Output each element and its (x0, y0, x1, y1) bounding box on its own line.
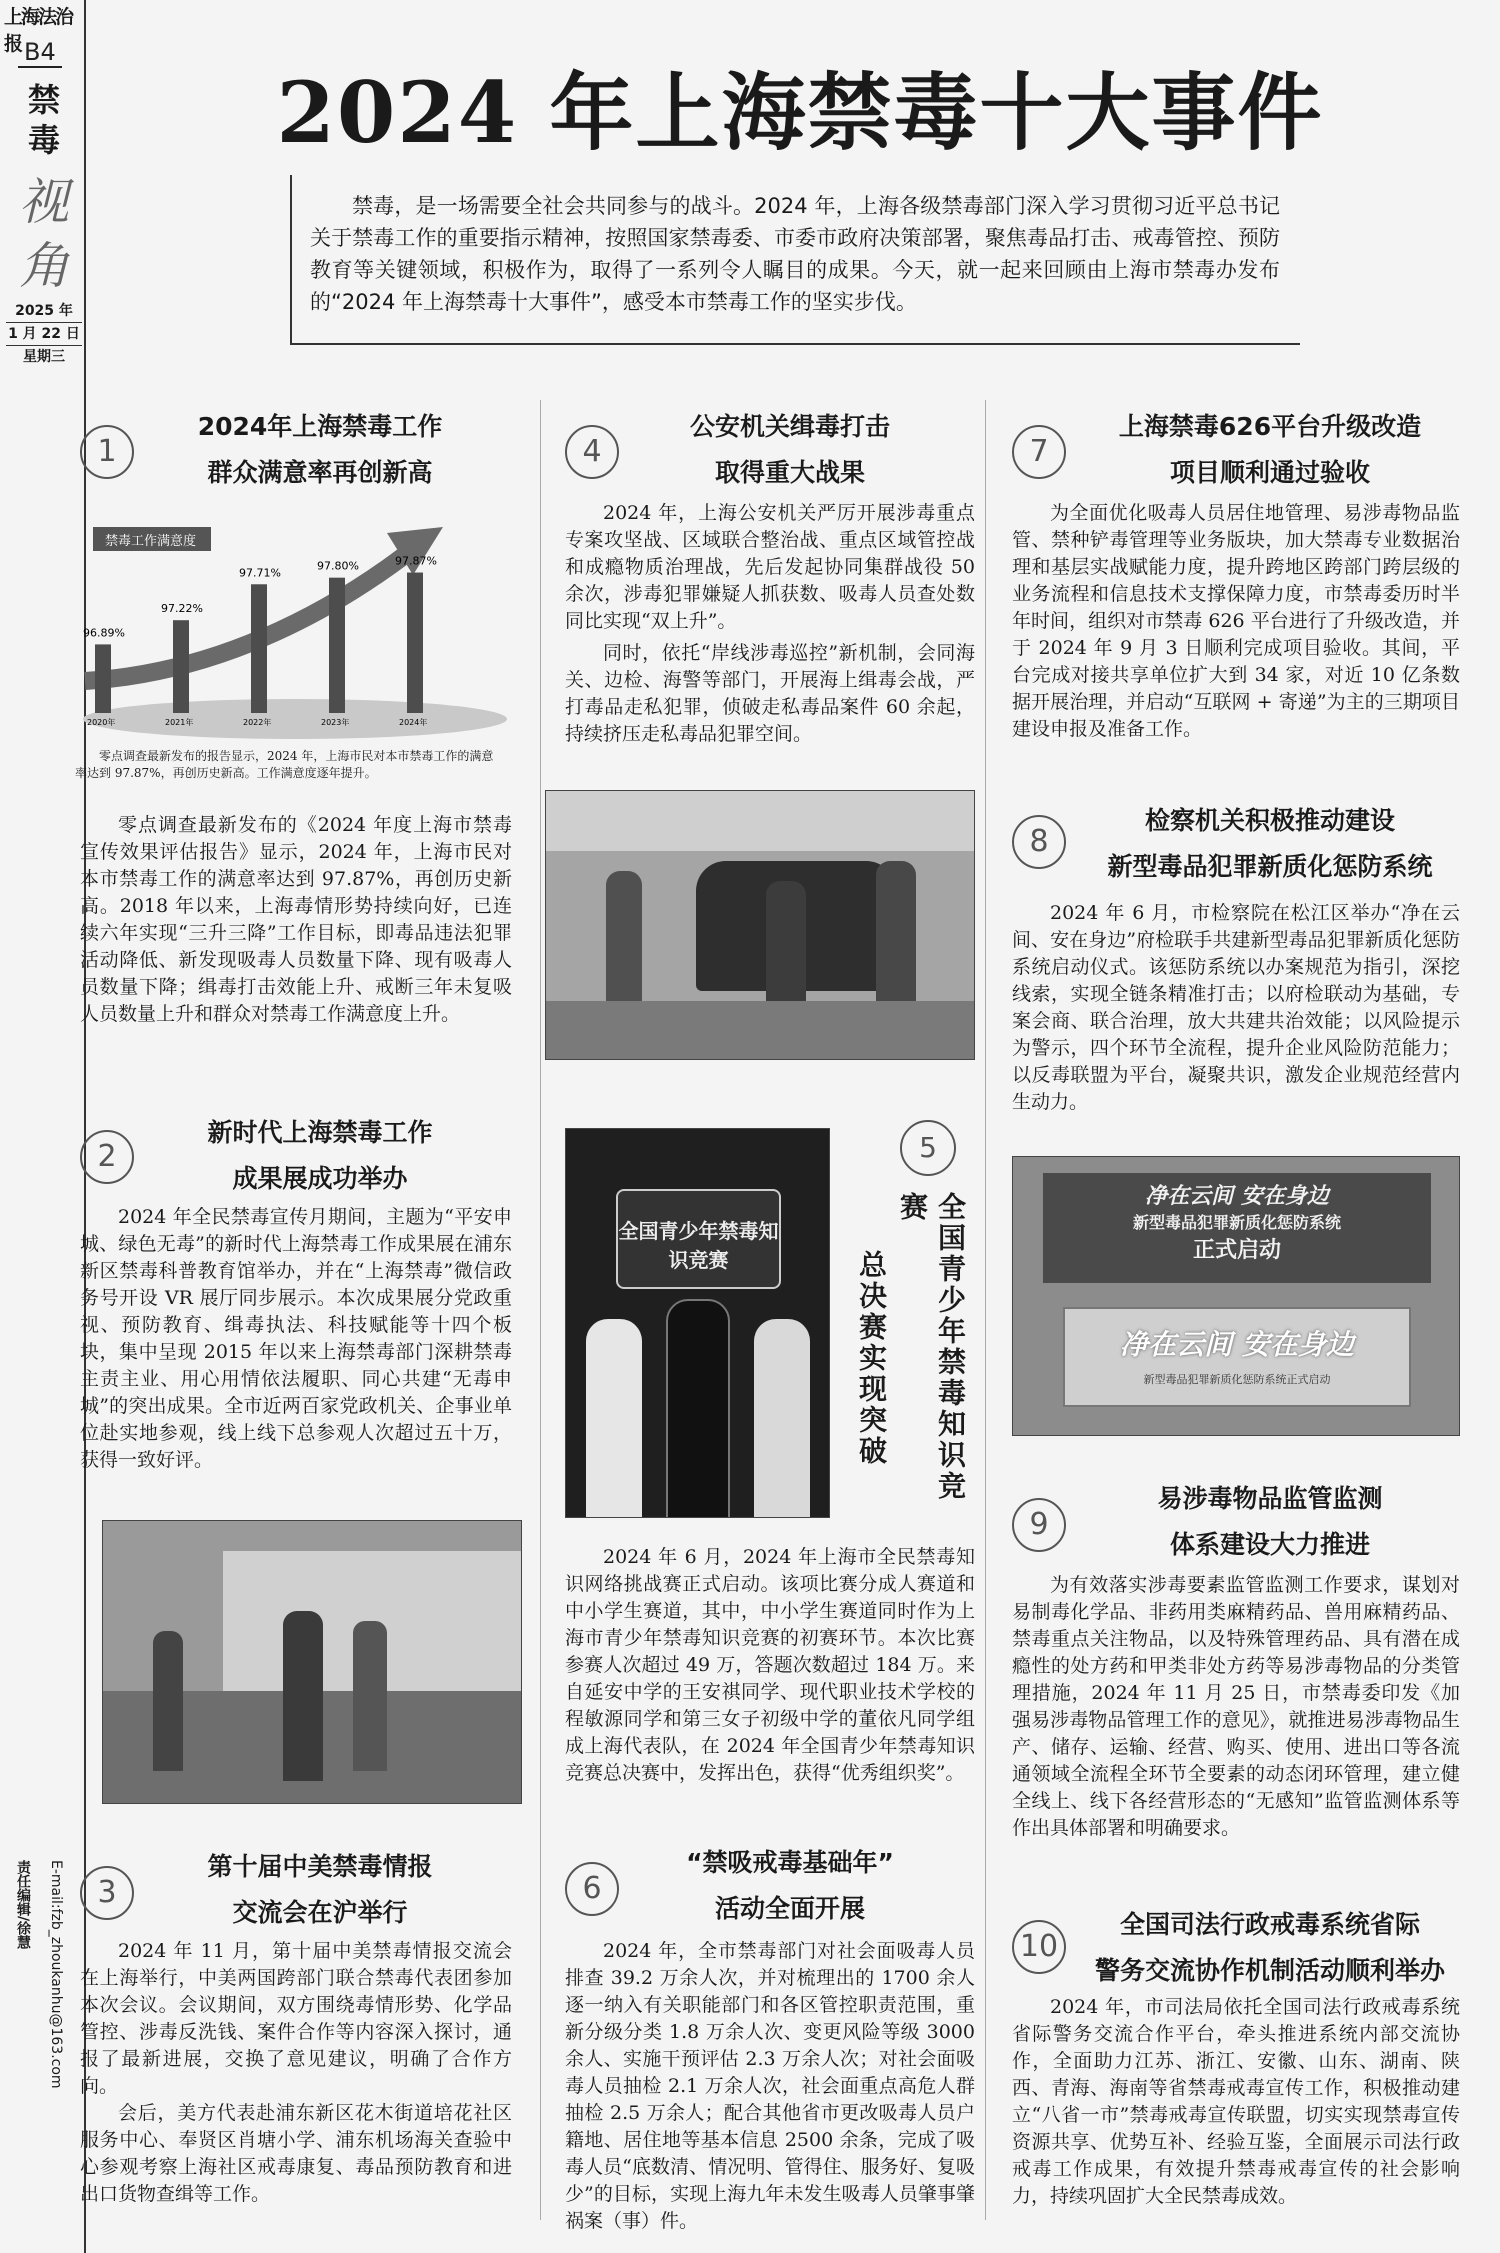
launch-screen (1063, 1307, 1411, 1407)
headline-line: 警务交流协作机制活动顺利举办 (1094, 1956, 1445, 1985)
item-number: 4 (565, 425, 619, 479)
bar-category-label: 2022年 (243, 718, 272, 727)
arrest-photo (545, 790, 975, 1060)
backdrop-system-name: 新型毒品犯罪新质化惩防系统 (1132, 1213, 1341, 1232)
item-number: 3 (80, 1866, 134, 1920)
item-number: 2 (80, 1130, 134, 1184)
headline-line: 成果展成功举办 (232, 1164, 408, 1193)
bar-category-label: 2020年 (87, 718, 116, 727)
page-title: 2024 年上海禁毒十大事件 (276, 63, 1324, 162)
headline-line: 活动全面开展 (714, 1894, 865, 1923)
date-weekday: 星期三 (23, 349, 65, 365)
headline-line: “禁吸戒毒基础年” (686, 1848, 894, 1877)
item-number: 10 (1012, 1920, 1066, 1974)
bar-value-label: 97.71% (239, 566, 281, 580)
editor-email: E-mail:fzb_zhoukanhu@163.com (48, 1860, 64, 2089)
chart-bar (173, 620, 189, 713)
intro-paragraph: 禁毒，是一场需要全社会共同参与的战斗。2024 年，上海各级禁毒部门深入学习贯彻习近平总书记关于禁毒工作的重要指示精神，按照国家禁毒委、市委市政府决策部署，聚焦毒品打击、戒毒管控、预防教育等关键领域，积极作为，取得了一系列令人瞩目的成果。今天，就一起来回顾由上海市禁毒办发布的“2024 年上海禁毒十大事件”，感受本市禁毒工作的坚实步伐。 (310, 194, 1280, 314)
headline-line: 取得重大战果 (714, 458, 865, 487)
column-divider (540, 400, 541, 2220)
item-headline (620, 1840, 960, 1932)
headline-line: 体系建设大力推进 (1169, 1530, 1370, 1559)
item-body: 2024 年，上海公安机关严厉开展涉毒重点专案攻坚战、区域联合整治战、重点区域管控战和成瘾物质治理战，先后发起协同集群战役 50 余次，涉毒犯罪嫌疑人抓获数、吸毒人员查处数同比实现“双上升”。 (565, 502, 975, 632)
item-body: 会后，美方代表赴浦东新区花木街道培花社区服务中心、奉贤区肖塘小学、浦东机场海关查验中心参观考察上海社区戒毒康复、毒品预防教育和进出口货物查缉等工作。 (80, 2102, 512, 2205)
photo-sky (546, 791, 975, 851)
bar-value-label: 97.87% (395, 554, 437, 568)
item-body: 2024 年 6 月，市检察院在松江区举办“净在云间、安在身边”府检联手共建新型毒品犯罪新质化惩防系统启动仪式。该惩防系统以办案规范为指引，深挖线索，实现全链条精准打击；以府检联动为基础，专案会商、联合治理，放大共建共治效能；以风险提示为警示，四个环节全流程，提升企业风险防范能力；以反毒联盟为平台，凝聚共识，激发企业规范经营内生动力。 (1012, 902, 1460, 1113)
headline-line: 新型毒品犯罪新质化惩防系统 (1107, 852, 1433, 881)
item-headline (1070, 798, 1470, 890)
bar-category-label: 2023年 (321, 718, 350, 727)
item-headline (140, 404, 500, 496)
headline-line: 群众满意率再创新高 (207, 458, 433, 487)
competition-banner: 全国青少年禁毒知识竞赛 (616, 1189, 781, 1289)
photo-person (754, 1319, 810, 1518)
item-headline (1070, 1902, 1470, 1994)
bar-value-label: 97.22% (161, 602, 203, 616)
headline-line: 上海禁毒626平台升级改造 (1118, 412, 1422, 441)
chart-bar (407, 573, 423, 713)
item-headline (1070, 404, 1470, 496)
date-day: 1 月 22 日 (6, 322, 82, 346)
headline-line: 公安机关缉毒打击 (689, 412, 890, 441)
item-headline (140, 1844, 500, 1936)
bar-category-label: 2024年 (399, 718, 428, 727)
headline-line: 第十届中美禁毒情报 (207, 1852, 433, 1881)
headline-line: 交流会在沪举行 (232, 1898, 408, 1927)
backdrop-launch: 正式启动 (1192, 1238, 1281, 1263)
item-number: 9 (1012, 1498, 1066, 1552)
headline-line: 项目顺利通过验收 (1169, 458, 1370, 487)
photo-person (586, 1319, 642, 1518)
chart-bar (329, 578, 345, 713)
item-body: 2024 年，市司法局依托全国司法行政戒毒系统省际警务交流合作平台，牵头推进系统内部交流协作，全面助力江苏、浙江、安徽、山东、湖南、陕西、青海、海南等省禁毒戒毒宣传工作，积极推动建立“八省一市”禁毒戒毒宣传联盟，切实实现禁毒宣传资源共享、优势互补、经验互鉴，全面展示司法行政戒毒工作成果，有效提升禁毒戒毒宣传的社会影响力，持续巩固扩大全民禁毒成效。 (1012, 1996, 1460, 2207)
item-number: 8 (1012, 815, 1066, 869)
chart-base (83, 699, 507, 739)
competition-photo (565, 1128, 830, 1518)
chart-bar (95, 644, 111, 713)
screen-slogan: 净在云间 安在身边 (1120, 1328, 1354, 1361)
section-subtitle: 视角 (19, 173, 69, 295)
bar-category-label: 2021年 (165, 718, 194, 727)
item-number: 5 (900, 1120, 956, 1176)
photo-person (353, 1621, 387, 1771)
chart-title: 禁毒工作满意度 (105, 534, 197, 549)
column-divider (985, 400, 986, 2220)
item-number: 1 (80, 425, 134, 479)
photo-person (153, 1631, 183, 1771)
headline-line: 2024年上海禁毒工作 (197, 412, 443, 441)
photo-person (666, 1299, 730, 1518)
item-headline (620, 404, 960, 496)
item-body: 为有效落实涉毒要素监管监测工作要求，谋划对易制毒化学品、非药用类麻精药品、兽用麻精药品、禁毒重点关注物品，以及特殊管理药品、具有潜在成瘾性的处方药和甲类非处方药等易涉毒物品的分类管理措施，2024 年 11 月 25 日，市禁毒委印发《加强易涉毒物品管理工作的意见》，就推进易涉毒物品生产、储存、运输、经营、购买、使用、进出口等各流通领域全流程全环节全要素的动态闭环管理，建立健全线上、线下各经营形态的“无感知”监管监测体系等作出具体部署和明确要求。 (1012, 1574, 1460, 1839)
screen-subtitle: 新型毒品犯罪新质化惩防系统正式启动 (1143, 1373, 1331, 1386)
item-vertical-headline: 总决赛实现突破 (855, 1250, 888, 1467)
headline-line: 易涉毒物品监管监测 (1157, 1484, 1383, 1513)
bar-value-label: 96.89% (83, 626, 125, 640)
editor-credit: 责任编辑/徐慧 (15, 1860, 31, 1950)
item-headline (1070, 1476, 1470, 1568)
date-year: 2025 年 (15, 303, 73, 319)
item-body: 为全面优化吸毒人员居住地管理、易涉毒物品监管、禁种铲毒管理等业务版块，加大禁毒专业数据治理和基层实战赋能力度，提升跨地区跨部门跨层级的业务流程和信息技术支撑保障力度，市禁毒委历时半年时间，组织对市禁毒 626 平台进行了升级改造，并于 2024 年 9 月 3 日顺利完成项目验收。其间，平台完成对接共享单位扩大到 34 家，对近 10 亿条数据开展治理，并启动“互联网 + 寄递”为主的三期项目建设申报及准备工作。 (1012, 502, 1460, 740)
satisfaction-chart (75, 505, 515, 743)
item-vertical-headline: 全国青少年禁毒知识竞赛 (896, 1192, 967, 1502)
newspaper-logo: 上海法治报 (4, 6, 73, 55)
launch-ceremony-photo (1012, 1156, 1460, 1436)
item-number: 6 (565, 1862, 619, 1916)
photo-person (283, 1611, 323, 1781)
backdrop-slogan: 净在云间 安在身边 (1145, 1184, 1329, 1209)
section-name: 禁毒 (27, 81, 60, 159)
bar-value-label: 97.80% (317, 559, 359, 573)
item-body: 2024 年全民禁毒宣传月期间，主题为“平安申城、绿色无毒”的新时代上海禁毒工作成果展在浦东新区禁毒科普教育馆举办，并在“上海禁毒”微信政务号开设 VR 展厅同步展示。本次成果展分党政重视、预防教育、缉毒执法、科技赋能等十四个板块，集中呈现 2015 年以来上海禁毒部门深耕禁毒主责主业、用心用情依法履职、同心共建“无毒申城”的突出成果。全市近两百家党政机关、企事业单位赴实地参观，线上线下总参观人次超过五十万，获得一致好评。 (80, 1206, 512, 1471)
item-body: 同时，依托“岸线涉毒巡控”新机制，会同海关、边检、海警等部门，开展海上缉毒会战，严打毒品走私犯罪，侦破走私毒品案件 60 余起，持续挤压走私毒品犯罪空间。 (565, 642, 975, 745)
stage-backdrop (1043, 1173, 1431, 1283)
item-body: 2024 年，全市禁毒部门对社会面吸毒人员排查 39.2 万余人次，并对梳理出的 1700 余人逐一纳入有关职能部门和各区管控职责范围，重新分级分类 1.8 万余人次、变更风险等级 3000 余人、实施干预评估 2.3 万余人次；对社会面吸毒人员抽检 2.1 万余人次，社会面重点高危人群抽检 2.5 万余人；配合其他省市更改吸毒人员户籍地、居住地等基本信息 2500 余条，完成了吸毒人员“底数清、情况明、管得住、服务好、复吸少”的目标，实现上海九年未发生吸毒人员肇事肇祸案（事）件。 (565, 1940, 975, 2232)
chart-bar (251, 584, 267, 713)
item-body: 2024 年 6 月，2024 年上海市全民禁毒知识网络挑战赛正式启动。该项比赛分成人赛道和中小学生赛道，其中，中小学生赛道同时作为上海市青少年禁毒知识竞赛的初赛环节。本次比赛参赛人次超过 49 万，答题次数超过 184 万。来自延安中学的王安祺同学、现代职业技术学校的程敏源同学和第三女子初级中学的董依凡同学组成上海代表队，在 2024 年全国青少年禁毒知识竞赛总决赛中，发挥出色，获得“优秀组织奖”。 (565, 1546, 975, 1784)
page-number: B4 (18, 38, 62, 68)
date-info (6, 300, 82, 368)
headline-line: 全国司法行政戒毒系统省际 (1119, 1910, 1420, 1939)
chart-caption: 零点调查最新发布的报告显示，2024 年，上海市民对本市禁毒工作的满意率达到 97.87%，再创历史新高。工作满意度逐年提升。 (75, 749, 494, 780)
item-body: 零点调查最新发布的《2024 年度上海市禁毒宣传效果评估报告》显示，2024 年，上海市民对本市禁毒工作的满意率达到 97.87%，再创历史新高。2018 年以来，上海毒情形势持续向好，已连续六年实现“三升三降”工作目标，即毒品违法犯罪活动降低、新发现吸毒人员数量下降、现有吸毒人员数量下降；缉毒打击效能上升、戒断三年未复吸人员数量上升和群众对禁毒工作满意度上升。 (80, 814, 512, 1025)
item-number: 7 (1012, 425, 1066, 479)
headline-line: 新时代上海禁毒工作 (207, 1118, 433, 1147)
item-headline (140, 1110, 500, 1202)
photo-ground (546, 1001, 975, 1060)
headline-line: 检察机关积极推动建设 (1144, 806, 1395, 835)
exhibition-photo (102, 1520, 522, 1804)
item-body: 2024 年 11 月，第十届中美禁毒情报交流会在上海举行，中美两国跨部门联合禁毒代表团参加本次会议。会议期间，双方围绕毒情形势、化学品管控、涉毒反洗钱、案件合作等内容深入探讨，通报了最新进展，交换了意见建议，明确了合作方向。 (80, 1940, 512, 2097)
